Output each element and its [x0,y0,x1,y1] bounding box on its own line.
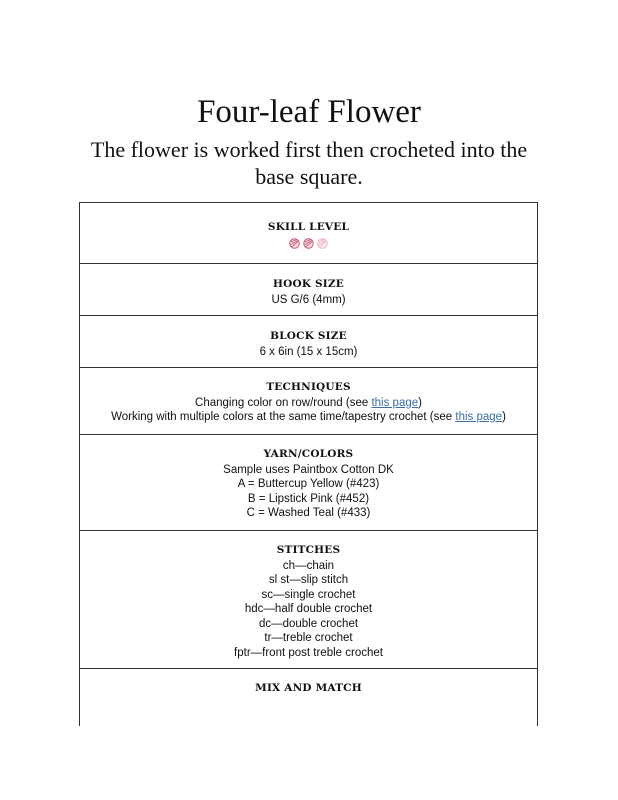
page-subtitle: The flower is worked first then crocheted into the base square. [90,137,528,189]
yarn-line: A = Buttercup Yellow (#423) [237,478,380,490]
techniques-heading: TECHNIQUES [266,381,351,393]
yarn-line: Sample uses Paintbox Cotton DK [223,463,394,476]
stitches-section [80,531,537,669]
block-size-heading: BLOCK SIZE [270,330,347,342]
techniques-section [80,368,537,435]
hook-size-value: US G/6 (4mm) [271,293,346,306]
skill-level-heading: SKILL LEVEL [267,221,350,233]
technique-item: Changing color on row/round (see this page) [195,396,422,409]
stitch-line: sl st—slip stitch [268,574,349,586]
stitch-line: dc—double crochet [258,617,359,630]
stitch-line: fptr—front post treble crochet [234,646,383,659]
page-title: Four-leaf Flower [197,94,421,130]
yarn-colors-section [80,435,537,531]
block-size-section [80,316,537,368]
yarn-line: C = Washed Teal (#433) [246,507,371,519]
mix-and-match-section [80,669,537,727]
this-page-link[interactable]: this page [455,411,503,423]
skill-level-rating [80,238,537,249]
block-size-value: 6 x 6in (15 x 15cm) [259,345,358,358]
skill-yarn-ball-icon [303,238,314,249]
hook-size-section [80,264,537,316]
stitches-heading: STITCHES [276,544,341,556]
stitch-line: ch—chain [282,559,335,572]
this-page-link[interactable]: this page [371,396,419,409]
skill-yarn-ball-icon [289,238,300,249]
yarn-line: B = Lipstick Pink (#452) [247,492,370,505]
skill-yarn-ball-icon [317,238,328,249]
skill-level-section [80,203,537,264]
stitch-line: hdc—half double crochet [244,603,373,615]
mix-and-match-heading: MIX AND MATCH [255,682,362,694]
yarn-colors-heading: YARN/COLORS [263,448,354,460]
stitch-line: sc—single crochet [261,588,356,601]
technique-item: Working with multiple colors at the same time/tapestry crochet (see this page) [111,411,506,423]
stitch-line: tr—treble crochet [264,632,353,644]
pattern-info-table [79,202,538,726]
hook-size-heading: HOOK SIZE [273,278,344,290]
